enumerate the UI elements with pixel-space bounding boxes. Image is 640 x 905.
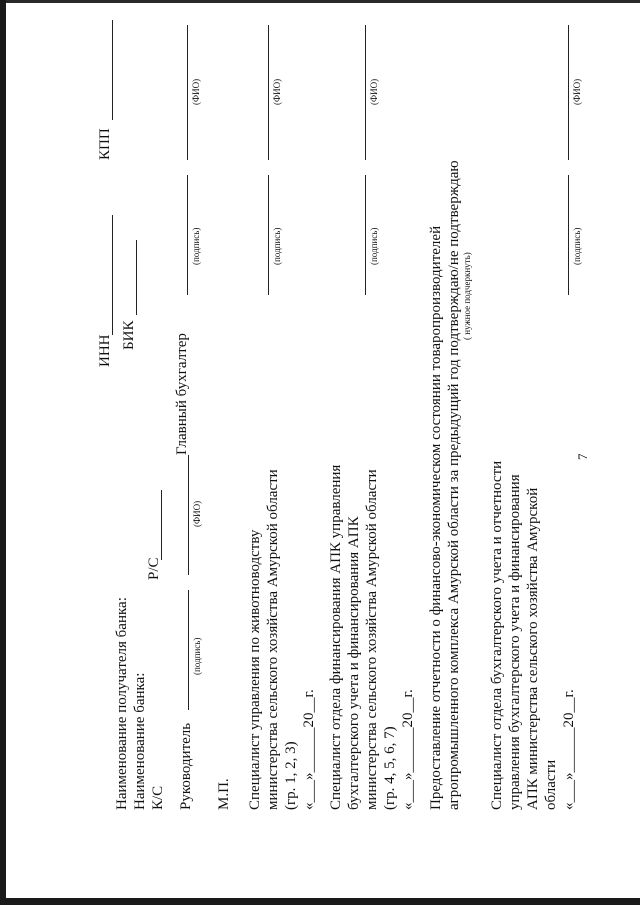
spec-accounting-fio-caption: (ФИО) [572, 78, 582, 105]
statement-note: ( нужное подчеркнуть) [462, 252, 472, 340]
director-fio-line [188, 455, 189, 575]
rs-label: Р/С [146, 557, 162, 580]
spec-accounting-line1: Специалист отдела бухгалтерского учета и отчетности [489, 460, 505, 810]
spec-accounting-line4: области [543, 759, 559, 810]
spec-livestock-fio-caption: (ФИО) [272, 78, 282, 105]
inn-label: ИНН [97, 334, 113, 367]
inn-field-line [112, 215, 113, 335]
chief-accountant-fio-caption: (ФИО) [191, 78, 201, 105]
spec-livestock-fio-line [268, 25, 269, 160]
spec-finance-line3: министерства сельского хозяйства Амурской области [364, 469, 380, 810]
director-fio-caption: (ФИО) [192, 500, 202, 527]
spec-finance-date: «___»______20__г. [400, 689, 416, 810]
spec-livestock-date: «___»______20__г. [301, 689, 317, 810]
spec-livestock-line2: министерства сельского хозяйства Амурской области [265, 469, 281, 810]
spec-accounting-line3: АПК министерства сельского хозяйства Амурской [525, 487, 541, 810]
page-number: 7 [575, 453, 590, 460]
chief-accountant-signature-caption: (подпись) [191, 227, 201, 265]
chief-accountant-fio-line [187, 25, 188, 160]
director-label: Руководитель [178, 722, 194, 810]
spec-livestock-line1: Специалист управления по животноводству [247, 529, 263, 810]
recipient-bank-label: Наименование получателя банка: [114, 597, 130, 810]
bank-name-label: Наименование банка: [132, 672, 148, 810]
chief-accountant-signature-line [187, 175, 188, 295]
spec-accounting-line2: управления бухгалтерского учета и финансирования [507, 474, 523, 810]
spec-accounting-date: «___»______20__г. [561, 689, 577, 810]
statement-line1: Предоставление отчетности о финансово-экономическом состоянии товаропроизводителей [428, 225, 444, 810]
spec-finance-fio-caption: (ФИО) [369, 78, 379, 105]
bik-field-line [136, 240, 137, 315]
seal-label: М.П. [216, 778, 232, 810]
spec-livestock-signature-line [268, 175, 269, 295]
chief-accountant-label: Главный бухгалтер [174, 333, 190, 455]
spec-finance-signature-line [365, 175, 366, 295]
statement-line2: агропромышленного комплекса Амурской области за предыдущий год подтверждаю/не подтверждаю [446, 160, 462, 810]
spec-accounting-signature-caption: (подпись) [572, 227, 582, 265]
kpp-label: КПП [97, 128, 113, 160]
spec-accounting-fio-line [568, 25, 569, 160]
spec-finance-line4: (гр. 4, 5, 6, 7) [382, 726, 398, 810]
director-signature-line [188, 590, 189, 710]
ks-label: К/С [150, 785, 166, 810]
spec-livestock-line3: (гр. 1, 2, 3) [283, 741, 299, 810]
spec-finance-line1: Специалист отдела финансирования АПК управления [328, 464, 344, 810]
spec-finance-signature-caption: (подпись) [369, 227, 379, 265]
kpp-field-line [112, 20, 113, 120]
bik-label: БИК [121, 320, 137, 350]
spec-livestock-signature-caption: (подпись) [272, 227, 282, 265]
spec-accounting-signature-line [568, 175, 569, 295]
spec-finance-fio-line [365, 25, 366, 160]
spec-finance-line2: бухгалтерского учета и финансирования АПК [346, 516, 362, 810]
rs-field-line [161, 490, 162, 560]
director-signature-caption: (подпись) [192, 637, 202, 675]
